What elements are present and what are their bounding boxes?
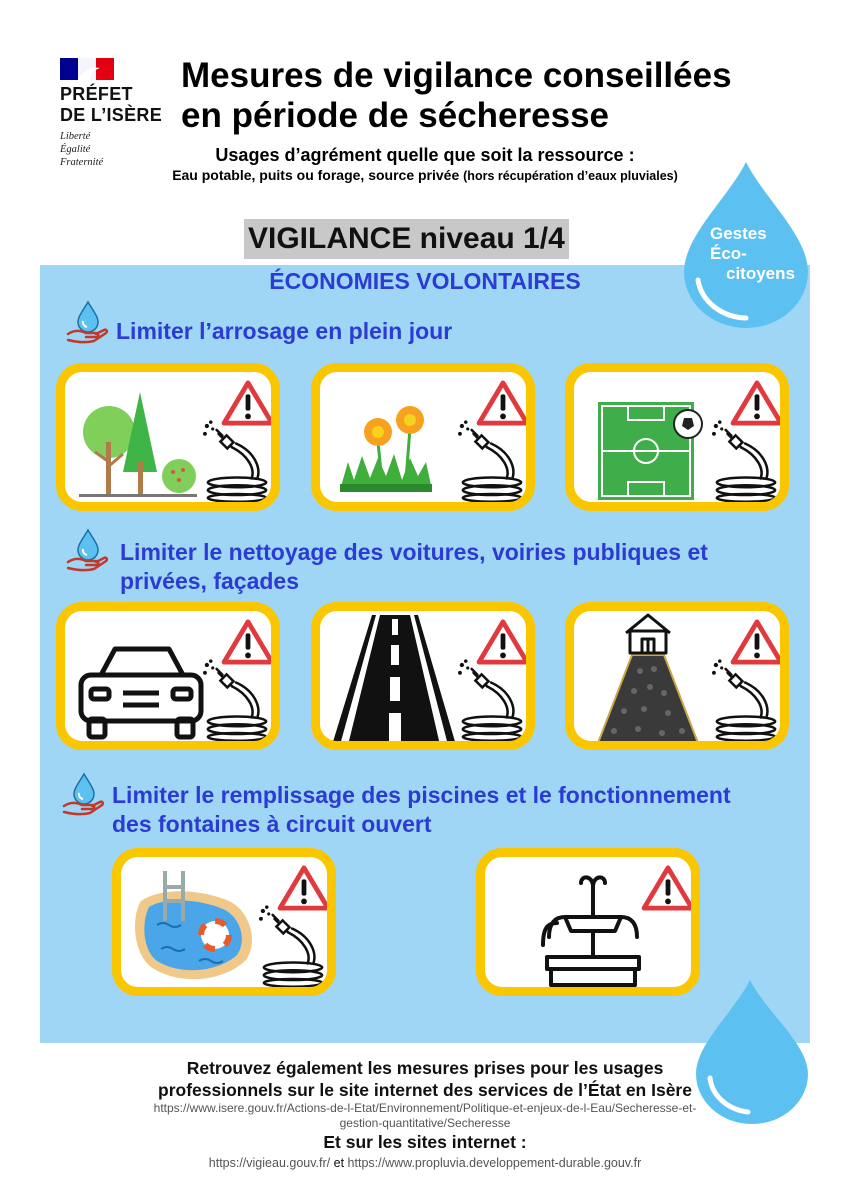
hand-water-drop-icon bbox=[66, 300, 110, 344]
section-heading-watering bbox=[116, 317, 452, 346]
card-flowers bbox=[311, 363, 535, 511]
marianne-flag-icon bbox=[60, 58, 114, 80]
football-field-icon bbox=[598, 402, 702, 500]
hand-water-drop-icon bbox=[66, 528, 110, 572]
logo-line-2: DE L’ISÈRE bbox=[60, 105, 163, 125]
motto-fraternite: Fraternité bbox=[60, 157, 104, 168]
motto-egalite: Égalité bbox=[60, 144, 91, 155]
house-driveway-icon bbox=[598, 615, 698, 741]
flowers-icon bbox=[340, 406, 432, 492]
footer-sites-label: Et sur les sites internet : bbox=[323, 1132, 527, 1152]
swimming-pool-icon bbox=[135, 871, 252, 979]
republic-motto bbox=[60, 130, 103, 169]
title-line-2: en période de sécheresse bbox=[181, 96, 609, 135]
warning-icon bbox=[224, 383, 271, 423]
card-road bbox=[311, 602, 535, 750]
logo-line-1: PRÉFET bbox=[60, 84, 133, 104]
badge-line-1: Gestes bbox=[710, 224, 767, 243]
section-heading-pools-line-1: Limiter le remplissage des piscines et le fonctionnement bbox=[112, 782, 731, 808]
title-line-1: Mesures de vigilance conseillées bbox=[181, 56, 732, 95]
warning-icon bbox=[733, 383, 780, 423]
footer-and: et bbox=[333, 1156, 345, 1170]
section-heading-cleaning-line-2: privées, façades bbox=[120, 568, 300, 594]
isere-gouv-link-line-1[interactable]: https://www.isere.gouv.fr/Actions-de-l-Etat/Environnement/Politique-et-enjeux-de-l-Eau/Secheresse-et- bbox=[153, 1101, 697, 1115]
vigilance-level: VIGILANCE niveau 1/4 bbox=[244, 219, 569, 259]
section-heading-pools-line-2: des fontaines à circuit ouvert bbox=[112, 811, 432, 837]
warning-icon bbox=[479, 383, 526, 423]
section-heading-pools bbox=[112, 781, 731, 839]
trees-icon bbox=[79, 392, 197, 497]
car-icon bbox=[81, 649, 201, 737]
warning-icon bbox=[733, 622, 780, 662]
section-heading-cleaning bbox=[120, 538, 708, 596]
card-trees bbox=[56, 363, 280, 511]
footer-line-1: Retrouvez également les mesures prises pour les usages bbox=[186, 1058, 664, 1078]
garden-hose-icon bbox=[458, 420, 521, 501]
eco-gestures-badge bbox=[696, 224, 806, 284]
hand-water-drop-icon bbox=[62, 772, 106, 816]
garden-hose-icon bbox=[203, 659, 266, 740]
card-swimming-pool bbox=[112, 848, 336, 996]
footer-info bbox=[40, 1057, 810, 1101]
prefet-logo bbox=[60, 84, 162, 126]
badge-line-3: citoyens bbox=[726, 264, 795, 283]
subtitle-resources-note: (hors récupération d’eaux pluviales) bbox=[463, 169, 678, 183]
isere-gouv-link-line-2[interactable]: gestion-quantitative/Secheresse bbox=[339, 1116, 511, 1130]
garden-hose-icon bbox=[458, 659, 521, 740]
warning-icon bbox=[644, 868, 691, 908]
mode-label: ÉCONOMIES VOLONTAIRES bbox=[269, 268, 581, 294]
propluvia-link[interactable]: https://www.propluvia.developpement-durable.gouv.fr bbox=[347, 1156, 642, 1170]
garden-hose-icon bbox=[712, 420, 775, 501]
subtitle: Usages d’agrément quelle que soit la ressource : bbox=[215, 145, 635, 165]
footer-sites bbox=[40, 1156, 810, 1170]
garden-hose-icon bbox=[259, 905, 322, 986]
road-icon bbox=[332, 615, 456, 741]
motto-liberte: Liberté bbox=[60, 131, 91, 142]
card-house-driveway bbox=[565, 602, 789, 750]
subtitle-resources-main: Eau potable, puits ou forage, source privée bbox=[172, 167, 460, 183]
page-title bbox=[181, 56, 801, 136]
card-football-field bbox=[565, 363, 789, 511]
fountain-icon bbox=[543, 877, 639, 985]
warning-icon bbox=[479, 622, 526, 662]
badge-line-2: Éco- bbox=[710, 244, 747, 263]
garden-hose-icon bbox=[203, 420, 266, 501]
isere-gouv-link[interactable] bbox=[40, 1101, 810, 1131]
section-heading-watering-text: Limiter l’arrosage en plein jour bbox=[116, 318, 453, 344]
warning-icon bbox=[224, 622, 271, 662]
footer-line-2: professionnels sur le site internet des services de l’État en Isère bbox=[158, 1080, 692, 1100]
section-heading-cleaning-line-1: Limiter le nettoyage des voitures, voiries publiques et bbox=[120, 539, 708, 565]
garden-hose-icon bbox=[712, 659, 775, 740]
vigieau-link[interactable]: https://vigieau.gouv.fr/ bbox=[208, 1156, 331, 1170]
card-fountain bbox=[476, 848, 700, 996]
warning-icon bbox=[280, 868, 327, 908]
card-car bbox=[56, 602, 280, 750]
